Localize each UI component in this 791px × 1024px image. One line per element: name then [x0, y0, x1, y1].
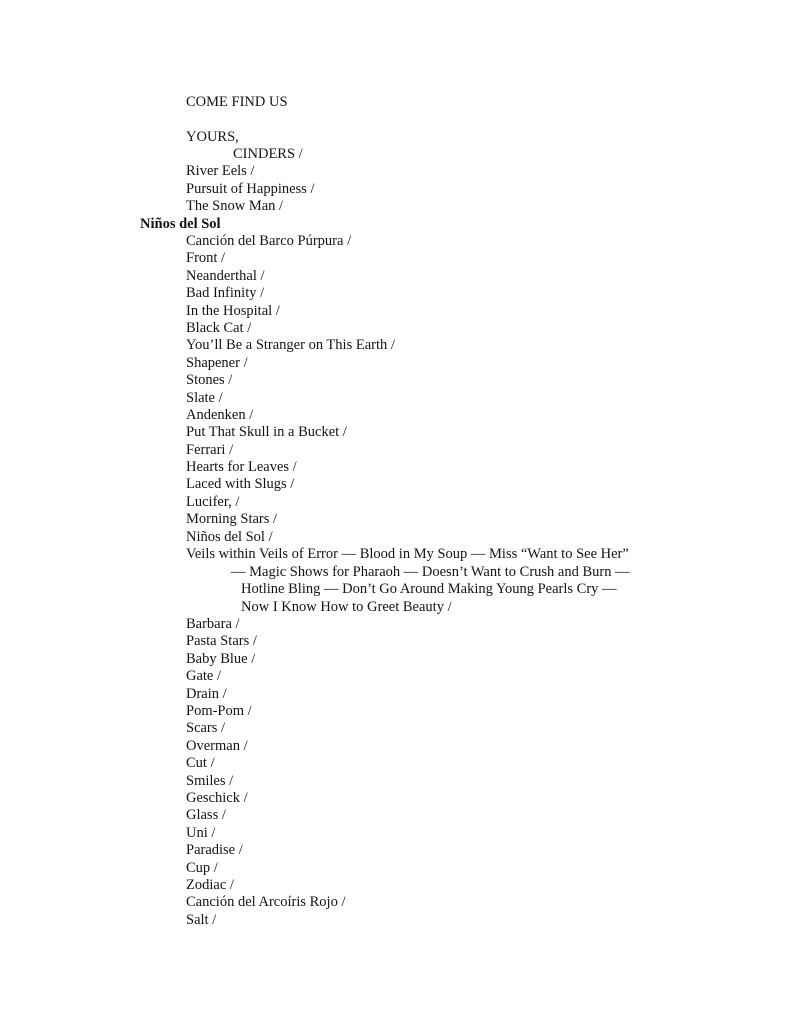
contents-list	[186, 233, 630, 929]
list-item: Stones /	[186, 372, 233, 389]
list-item: Paradise /	[186, 842, 243, 859]
list-item: Smiles /	[186, 772, 234, 789]
list-item: Drain /	[186, 685, 227, 702]
list-item: Glass /	[186, 807, 226, 824]
toc-item-pursuit: Pursuit of Happiness /	[186, 181, 315, 197]
list-item: Morning Stars /	[186, 511, 278, 528]
list-item: Geschick /	[186, 789, 248, 806]
list-item: Put That Skull in a Bucket /	[186, 424, 347, 441]
list-item: Pom-Pom /	[186, 702, 252, 719]
list-item: Scars /	[186, 720, 226, 737]
list-item: Niños del Sol /	[186, 528, 273, 545]
list-item: Andenken /	[186, 406, 254, 423]
yours-line: YOURS,	[186, 129, 239, 145]
list-item: Front /	[186, 250, 226, 267]
toc-item-snow-man: The Snow Man /	[186, 198, 284, 214]
list-item: Barbara /	[186, 616, 240, 633]
list-item: Overman /	[186, 737, 248, 754]
list-item: Shapener /	[186, 354, 248, 371]
section-title: Niños del Sol	[140, 216, 221, 232]
list-item: Bad Infinity /	[186, 285, 265, 302]
list-item: Neanderthal /	[186, 267, 265, 284]
veils-list-item	[186, 546, 630, 616]
list-item: Gate /	[186, 668, 222, 685]
list-item: Canción del Arcoíris Rojo /	[186, 894, 346, 911]
list-item: You’ll Be a Stranger on This Earth /	[186, 337, 395, 354]
veils-line-1: Veils within Veils of Error — Blood in My Soup — Miss “Want to See Her”	[186, 546, 629, 563]
list-item: Uni /	[186, 824, 216, 841]
list-item: Laced with Slugs /	[186, 476, 295, 493]
veils-line-4: Now I Know How to Greet Beauty /	[241, 598, 452, 615]
list-item: Cup /	[186, 859, 218, 876]
list-item: Baby Blue /	[186, 650, 256, 667]
list-item: Canción del Barco Púrpura /	[186, 233, 352, 249]
heading-come-find-us: COME FIND US	[186, 94, 288, 110]
veils-line-3: Hotline Bling — Don’t Go Around Making Young Pearls Cry —	[241, 581, 617, 598]
list-item: Hearts for Leaves /	[186, 459, 297, 476]
list-item: Black Cat /	[186, 319, 252, 336]
veils-line-2: — Magic Shows for Pharaoh — Doesn’t Want to Crush and Burn —	[231, 563, 630, 580]
cinders-line: CINDERS /	[233, 146, 303, 162]
list-item: Cut /	[186, 755, 215, 772]
list-item: Salt /	[186, 911, 217, 928]
list-item: In the Hospital /	[186, 302, 280, 319]
list-item: Ferrari /	[186, 441, 234, 458]
list-item: Lucifer, /	[186, 493, 240, 510]
list-item: Slate /	[186, 389, 223, 406]
list-item: Zodiac /	[186, 876, 234, 893]
toc-item-river-eels: River Eels /	[186, 163, 255, 179]
list-item: Pasta Stars /	[186, 633, 257, 650]
